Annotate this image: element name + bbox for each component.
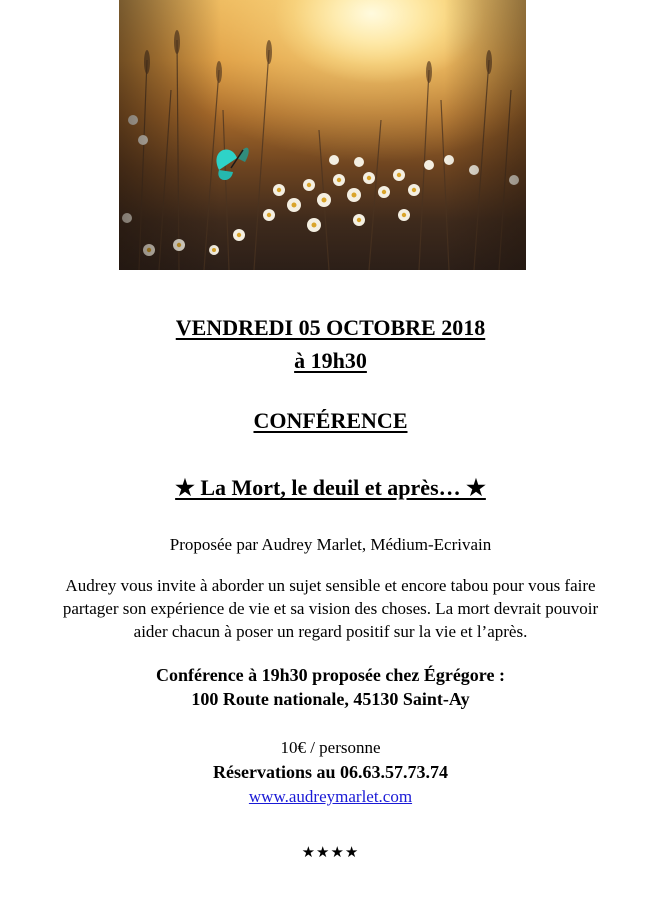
event-title: ★ La Mort, le deuil et après… ★ [175,475,486,500]
event-type: CONFÉRENCE [253,408,408,433]
meadow-illustration [119,0,526,270]
event-time: à 19h30 [294,348,367,373]
website-line [0,785,661,808]
venue-address: 100 Route nationale, 45130 Saint-Ay [191,689,470,709]
reservations-phone: Réservations au 06.63.57.73.74 [213,762,448,782]
website-link[interactable]: www.audreymarlet.com [248,787,413,806]
price: 10€ / personne [280,738,381,757]
description-line-2: partager son expérience de vie et sa vision des choses. La mort devrait pouvoir [62,599,599,618]
venue-line-1: Conférence à 19h30 proposée chez Égrégore : [156,665,505,685]
description-line-1: Audrey vous invite à aborder un sujet sensible et encore tabou pour vous faire [65,576,596,595]
presenter-line: Proposée par Audrey Marlet, Médium-Ecrivain [169,535,492,554]
description-line-3: aider chacun à poser un regard positif sur la vie et l’après. [133,622,528,641]
header-photo [119,0,526,270]
event-date: VENDREDI 05 OCTOBRE 2018 [175,315,486,340]
footer-stars: ★★★★ [301,845,360,861]
